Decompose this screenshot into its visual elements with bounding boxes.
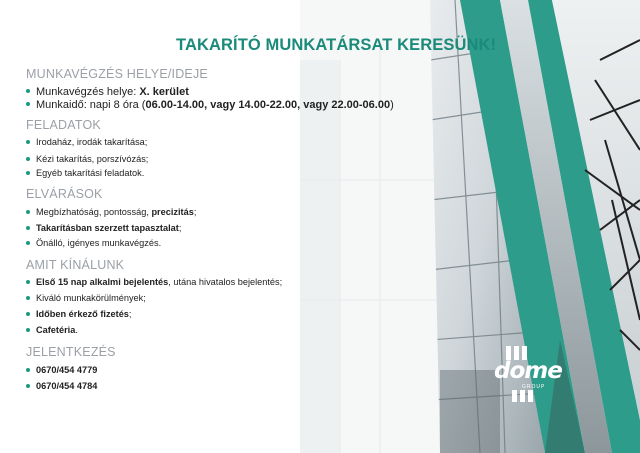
bullet-icon xyxy=(26,241,30,245)
bullet-icon xyxy=(26,157,30,161)
section-title-tasks: FELADATOK xyxy=(26,118,101,132)
phone-number: 0670/454 4779 xyxy=(26,365,97,375)
bullet-icon xyxy=(26,296,30,300)
list-item: Időben érkező fizetés; xyxy=(26,309,131,319)
section-title-requirements: ELVÁRÁSOK xyxy=(26,187,103,201)
list-item: Önálló, igényes munkavégzés. xyxy=(26,238,161,248)
list-item: Egyéb takarítási feladatok. xyxy=(26,168,144,178)
dome-logo xyxy=(492,346,562,406)
bullet-icon xyxy=(26,226,30,230)
list-item: Első 15 nap alkalmi bejelentés, utána hivatalos bejelentés; xyxy=(26,277,282,287)
bullet-icon xyxy=(26,102,30,106)
bullet-icon xyxy=(26,89,30,93)
list-item: Takarításban szerzett tapasztalat; xyxy=(26,223,181,233)
bullet-icon xyxy=(26,171,30,175)
phone-number: 0670/454 4784 xyxy=(26,381,97,391)
list-item: Kiváló munkakörülmények; xyxy=(26,293,146,303)
page-title: TAKARÍTÓ MUNKATÁRSAT KERESÜNK! xyxy=(176,36,497,54)
bullet-icon xyxy=(26,328,30,332)
section-title-place: MUNKAVÉGZÉS HELYE/IDEJE xyxy=(26,67,208,81)
bullet-icon xyxy=(26,384,30,388)
bullet-icon xyxy=(26,210,30,214)
logo-word: dome xyxy=(494,358,562,384)
bullet-icon xyxy=(26,312,30,316)
list-item: Munkavégzés helye: X. kerület xyxy=(26,86,189,98)
bullet-icon xyxy=(26,368,30,372)
bullet-icon xyxy=(26,280,30,284)
list-item: Kézi takarítás, porszívózás; xyxy=(26,154,148,164)
list-item: Megbízhatóság, pontosság, precizitás; xyxy=(26,207,196,217)
section-title-offer: AMIT KÍNÁLUNK xyxy=(26,258,125,272)
logo-sub: GROUP xyxy=(522,384,546,390)
list-item: Cafetéria. xyxy=(26,325,78,335)
list-item: Munkaidő: napi 8 óra (06.00-14.00, vagy 14.00-22.00, vagy 22.00-06.00) xyxy=(26,99,394,111)
section-title-contact: JELENTKEZÉS xyxy=(26,345,116,359)
list-item: Irodaház, irodák takarítása; xyxy=(26,137,147,147)
bullet-icon xyxy=(26,140,30,144)
